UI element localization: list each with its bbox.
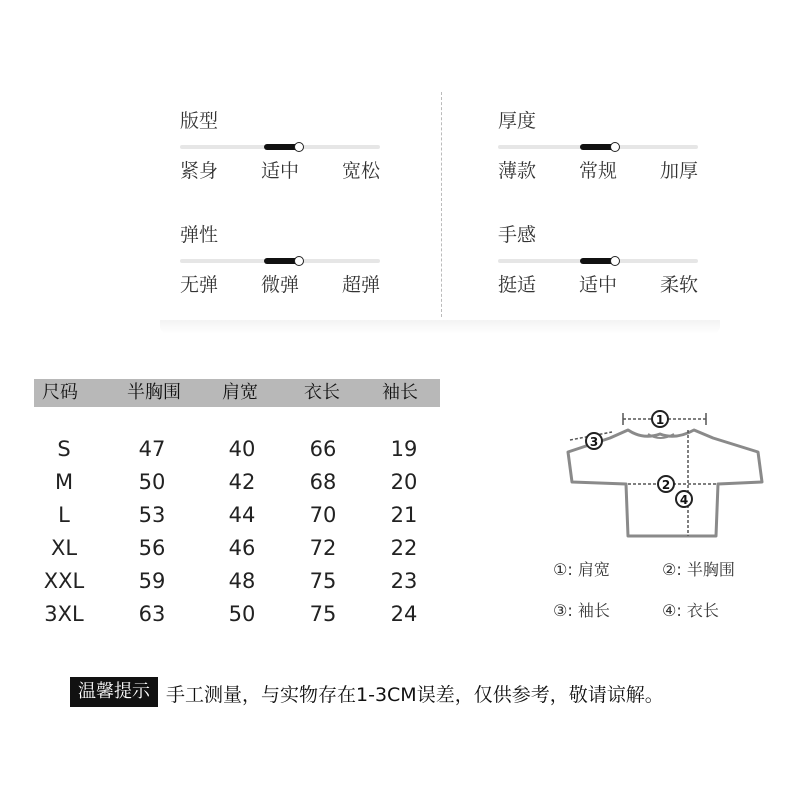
header-cell: 半胸围 [127,382,181,403]
table-cell: 19 [390,437,418,461]
marker-2: 2 [661,478,671,492]
attribute-title: 手感 [498,224,537,246]
table-cell: 3XL [44,602,84,626]
shirt-diagram-icon [548,400,778,540]
note-text: 手工测量，与实物存在1-3CM误差，仅供参考，敬请谅解。 [166,684,664,706]
table-cell: 50 [138,470,166,494]
table-cell: S [57,437,71,461]
table-cell: 20 [390,470,418,494]
option-label: 薄款 [498,160,537,182]
table-cell: 53 [138,503,166,527]
legend-shoulder: ①: 肩宽 [553,560,610,579]
table-cell: 75 [309,569,337,593]
option-label: 适中 [579,274,618,296]
table-cell: 75 [309,602,337,626]
table-cell: M [54,470,74,494]
table-cell: 68 [309,470,337,494]
table-cell: 59 [138,569,166,593]
legend-chest: ②: 半胸围 [662,560,735,579]
option-label: 微弹 [261,274,300,296]
table-cell: 24 [390,602,418,626]
slider-fill [264,144,298,150]
header-cell: 衣长 [304,382,340,403]
slider-knob [610,256,620,266]
attribute-title: 厚度 [498,110,537,132]
table-header [34,379,440,407]
slider-knob [610,142,620,152]
option-label: 超弹 [342,274,381,296]
header-cell: 袖长 [382,382,418,403]
panel-shadow [160,320,720,334]
table-cell: 42 [228,470,256,494]
note-label: 温馨提示 [70,677,158,707]
table-cell: 40 [228,437,256,461]
table-cell: 72 [309,536,337,560]
table-cell: 63 [138,602,166,626]
option-label: 紧身 [180,160,219,182]
table-cell: 70 [309,503,337,527]
marker-4: 4 [679,493,689,507]
option-label: 挺适 [498,274,537,296]
slider-fill [580,144,614,150]
table-cell: 44 [228,503,256,527]
marker-3: 3 [589,435,599,449]
table-cell: 66 [309,437,337,461]
legend-sleeve: ③: 袖长 [553,601,610,620]
table-cell: 56 [138,536,166,560]
option-label: 宽松 [342,160,381,182]
table-cell: 47 [138,437,166,461]
table-cell: 21 [390,503,418,527]
table-cell: L [58,503,70,527]
header-cell: 肩宽 [222,382,258,403]
option-label: 无弹 [180,274,219,296]
attribute-title: 弹性 [180,224,219,246]
slider-knob [294,142,304,152]
legend-length: ④: 衣长 [662,601,719,620]
header-cell: 尺码 [42,382,78,403]
slider-fill [580,258,614,264]
option-label: 适中 [261,160,300,182]
option-label: 常规 [579,160,618,182]
table-cell: 48 [228,569,256,593]
column-divider [441,92,442,317]
table-cell: 46 [228,536,256,560]
option-label: 柔软 [660,274,699,296]
slider-knob [294,256,304,266]
option-label: 加厚 [660,160,699,182]
table-cell: 22 [390,536,418,560]
slider-fill [264,258,298,264]
attribute-title: 版型 [180,110,219,132]
table-cell: 50 [228,602,256,626]
table-cell: XL [50,536,78,560]
table-cell: 23 [390,569,418,593]
marker-1: 1 [655,413,665,427]
table-cell: XXL [43,569,85,593]
